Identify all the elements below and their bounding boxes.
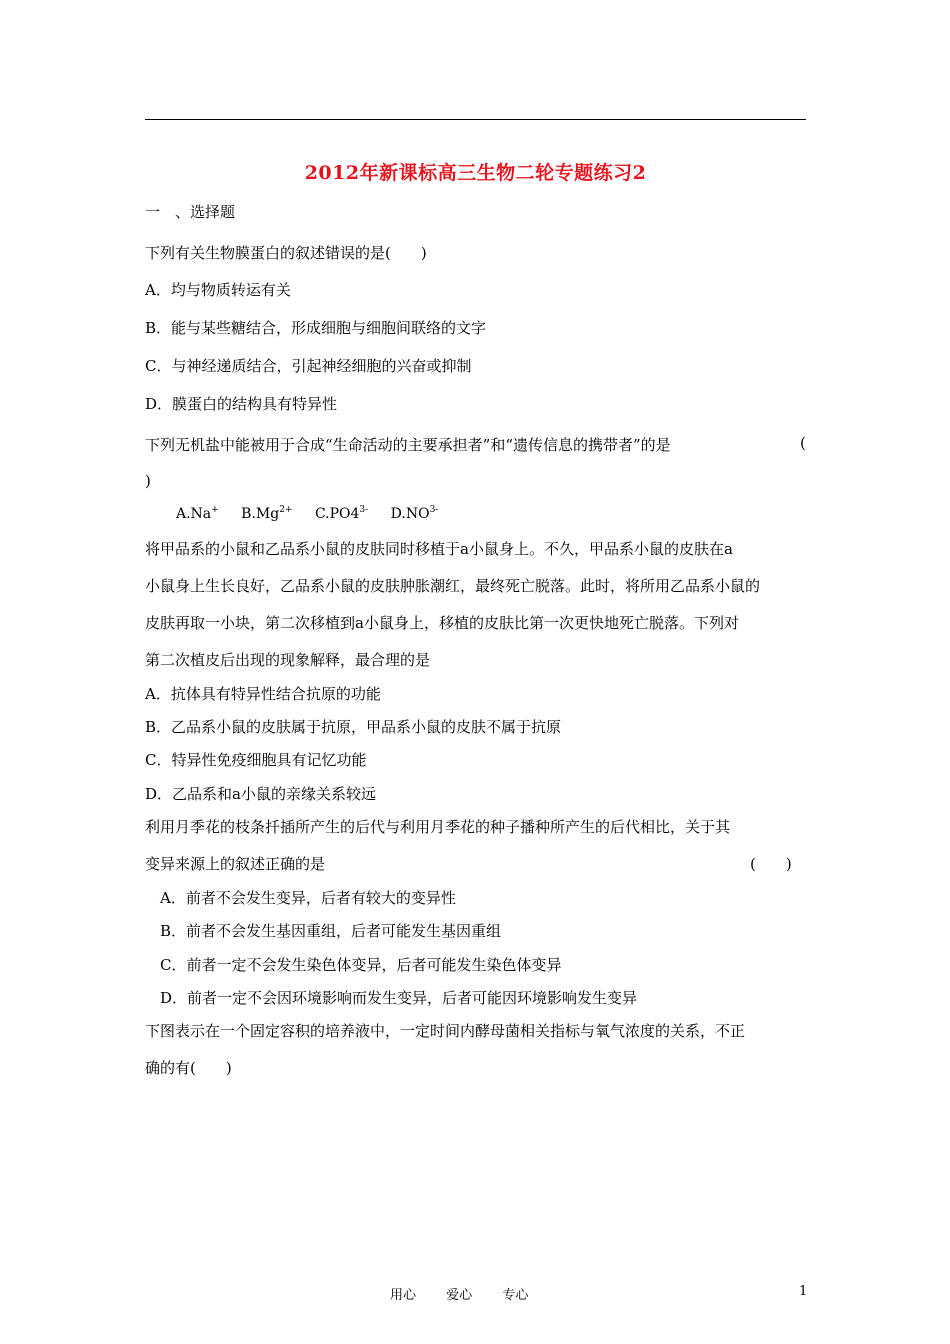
q2-stem: 下列无机盐中能被用于合成“生命活动的主要承担者”和“遗传信息的携带者”的是 <box>145 436 671 454</box>
q4-option-b: B．前者不会发生基因重组，后者可能发生基因重组 <box>160 922 502 940</box>
q1-option-c: C．与神经递质结合，引起神经细胞的兴奋或抑制 <box>145 357 472 375</box>
q4-option-d: D．前者一定不会因环境影响而发生变异，后者可能因环境影响发生变异 <box>160 989 638 1007</box>
footer-word-3: 专心 <box>502 1288 529 1303</box>
q1-option-b: B．能与某些糖结合，形成细胞与细胞间联络的文字 <box>145 319 487 337</box>
q2-option-a: A.Na+ <box>176 505 219 522</box>
q2-option-c: $C.PO4^{3-}$ <box>314 505 369 522</box>
q4-option-c: C．前者一定不会发生染色体变异，后者可能发生染色体变异 <box>160 956 562 974</box>
q3-option-a: A．抗体具有特异性结合抗原的功能 <box>145 685 381 703</box>
q4-option-a: A．前者不会发生变异，后者有较大的变异性 <box>160 889 456 907</box>
q3-option-b: B．乙品系小鼠的皮肤属于抗原，甲品系小鼠的皮肤不属于抗原 <box>145 718 562 736</box>
header-rule <box>145 119 806 120</box>
q2-options <box>176 505 438 522</box>
q1-option-a: A．均与物质转运有关 <box>145 281 291 299</box>
footer-word-1: 用心 <box>390 1288 417 1303</box>
q2-option-d: $D.NO^{3-}$ <box>390 505 439 522</box>
q3-stem-line-3: 皮肤再取一小块，第二次移植到a小鼠身上，移植的皮肤比第一次更快地死亡脱落。下列对 <box>145 614 739 632</box>
q5-stem-line-2: 确的有( ) <box>145 1059 232 1077</box>
q1-option-d: D．膜蛋白的结构具有特异性 <box>145 395 338 413</box>
q4-stem-line-1: 利用月季花的枝条扦插所产生的后代与利用月季花的种子播种所产生的后代相比，关于其 <box>145 818 731 836</box>
footer-word-2: 爱心 <box>446 1288 473 1303</box>
section-heading: 一 、选择题 <box>145 203 236 221</box>
q5-stem-line-1: 下图表示在一个固定容积的培养液中，一定时间内酵母菌相关指标与氧气浓度的关系，不正 <box>145 1022 746 1040</box>
document-title: 2012年新课标高三生物二轮专题练习2 <box>304 162 647 184</box>
q3-stem-line-4: 第二次植皮后出现的现象解释，最合理的是 <box>145 651 431 669</box>
q1-stem: 下列有关生物膜蛋白的叙述错误的是( ) <box>145 244 427 262</box>
page-footer <box>390 1284 554 1303</box>
q3-stem-line-1: 将甲品系的小鼠和乙品系小鼠的皮肤同时移植于a小鼠身上。不久，甲品系小鼠的皮肤在a <box>145 540 733 558</box>
q2-paren-close: ) <box>145 472 151 490</box>
q3-stem-line-2: 小鼠身上生长良好，乙品系小鼠的皮肤肿胀潮红，最终死亡脱落。此时，将所用乙品系小鼠的 <box>145 577 761 595</box>
q2-option-b: $B.Mg^{2+}$ <box>241 505 293 522</box>
q4-answer-paren: ( ) <box>750 855 792 873</box>
q2-paren-open: ( <box>800 434 806 452</box>
q4-stem-line-2: 变异来源上的叙述正确的是 <box>145 855 326 873</box>
q3-option-c: C．特异性免疫细胞具有记忆功能 <box>145 751 367 769</box>
page-number: 1 <box>799 1284 808 1299</box>
q3-option-d: D．乙品系和a小鼠的亲缘关系较远 <box>145 785 376 803</box>
